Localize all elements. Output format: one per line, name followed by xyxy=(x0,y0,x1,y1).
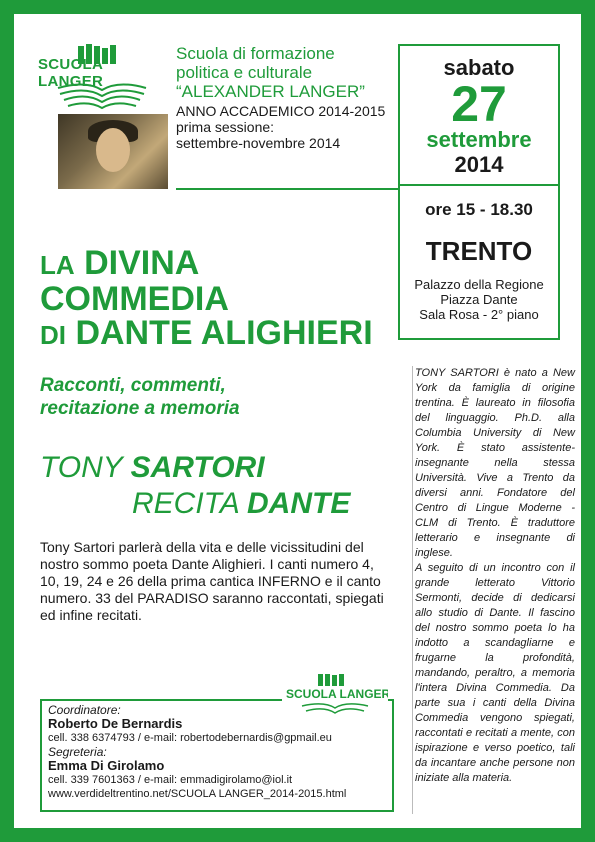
school-line2: politica e culturale xyxy=(176,63,313,82)
secretary-name: Emma Di Girolamo xyxy=(48,758,165,773)
weekday: sabato xyxy=(443,55,515,80)
academic-year: ANNO ACCADEMICO 2014-2015 xyxy=(176,103,386,119)
event-description: Tony Sartori parlerà della vita e delle vicissitudini del nostro sommo poeta Dante Alighieri. I canti numero 4, 10, 19, 24 e 26 della prima cantica INFERNO e il canto numero. 33 del PARADISO saranno raccontati, spiegati ed infine recitati. xyxy=(40,539,384,623)
venue xyxy=(400,277,558,322)
school-info xyxy=(176,44,391,151)
scuola-langer-logo xyxy=(38,44,166,114)
performer-heading xyxy=(40,450,400,522)
event-date-box xyxy=(398,44,560,340)
session-dates: settembre-novembre 2014 xyxy=(176,135,341,151)
speaker-bio xyxy=(412,366,575,814)
secretary-info: cell. 339 7601363 / e-mail: emmadigirolamo@iol.it xyxy=(48,774,293,786)
bio-paragraph-2: A seguito di un incontro con il grande letterato Vittorio Sermonti, decide di dedicarsi allo studio di Dante. Il fascino del nostro sommo poeta lo ha indotto a scandagliarne e frugarne la profondità, mandando, peraltro, a memoria l'intera Divina Commedia. Da parte sua i canti della Divina Commedia vengono spiegati, raccontati e recitati a mente, con ispirazione e verso poetico, tali da incantare anche persone non iniziate alla materia. xyxy=(415,562,575,784)
logo-small-text: SCUOLA LANGER xyxy=(286,687,388,701)
website-link[interactable]: www.verdideltrentino.net/SCUOLA LANGER_2014-2015.html xyxy=(48,788,347,800)
day-number: 27 xyxy=(451,76,507,132)
venue-line1: Palazzo della Regione xyxy=(414,277,544,292)
event-city: TRENTO xyxy=(425,236,533,266)
performer-last: SARTORI xyxy=(130,451,265,484)
main-title xyxy=(40,246,400,352)
title-divina: DIVINA xyxy=(84,244,200,282)
session-label: prima sessione: xyxy=(176,119,275,135)
bio-paragraph-1: TONY SARTORI è nato a New York da famiglia di origine trentina. È laureato in filosofia del linguaggio. Ph.D. alla Columbia University di New York. È stato assistente-insegnante nella stessa Università. Vive a Trento da diversi anni. Fondatore del Centro di Lingue Moderne - CLM di Trento. È traduttore letterario e insegnante di inglese. xyxy=(415,367,575,559)
subtitle-line1: Racconti, commenti, xyxy=(40,375,226,396)
event-time: ore 15 - 18.30 xyxy=(425,200,533,219)
title-di: DI xyxy=(40,320,66,350)
date-divider xyxy=(400,184,558,186)
year: 2014 xyxy=(454,152,504,177)
performer-object: DANTE xyxy=(247,487,351,520)
open-book-icon xyxy=(282,674,388,718)
coordinator-name: Roberto De Bernardis xyxy=(48,716,183,731)
scuola-langer-logo-small xyxy=(282,674,388,718)
coordinator-label: Coordinatore: xyxy=(48,703,121,717)
logo-text: SCUOLA LANGER xyxy=(38,56,104,90)
divider xyxy=(176,188,398,190)
performer-verb: RECITA xyxy=(132,487,239,520)
title-dante: DANTE ALIGHIERI xyxy=(75,314,373,352)
venue-line2: Piazza Dante xyxy=(440,292,518,307)
secretary-label: Segreteria: xyxy=(48,745,107,759)
poster xyxy=(14,14,581,828)
coordinator-info: cell. 338 6374793 / e-mail: robertodebernardis@gpmail.eu xyxy=(48,732,332,744)
face-shape xyxy=(96,128,130,172)
speaker-photo xyxy=(58,114,168,189)
performer-first: TONY xyxy=(40,451,123,484)
month: settembre xyxy=(426,127,532,152)
subtitle xyxy=(40,374,240,420)
school-line1: Scuola di formazione xyxy=(176,44,335,63)
school-line3: “ALEXANDER LANGER” xyxy=(176,82,365,101)
venue-line3: Sala Rosa - 2° piano xyxy=(419,307,539,322)
title-commedia: COMMEDIA xyxy=(40,280,229,318)
subtitle-line2: recitazione a memoria xyxy=(40,398,240,419)
title-la: LA xyxy=(40,250,75,280)
